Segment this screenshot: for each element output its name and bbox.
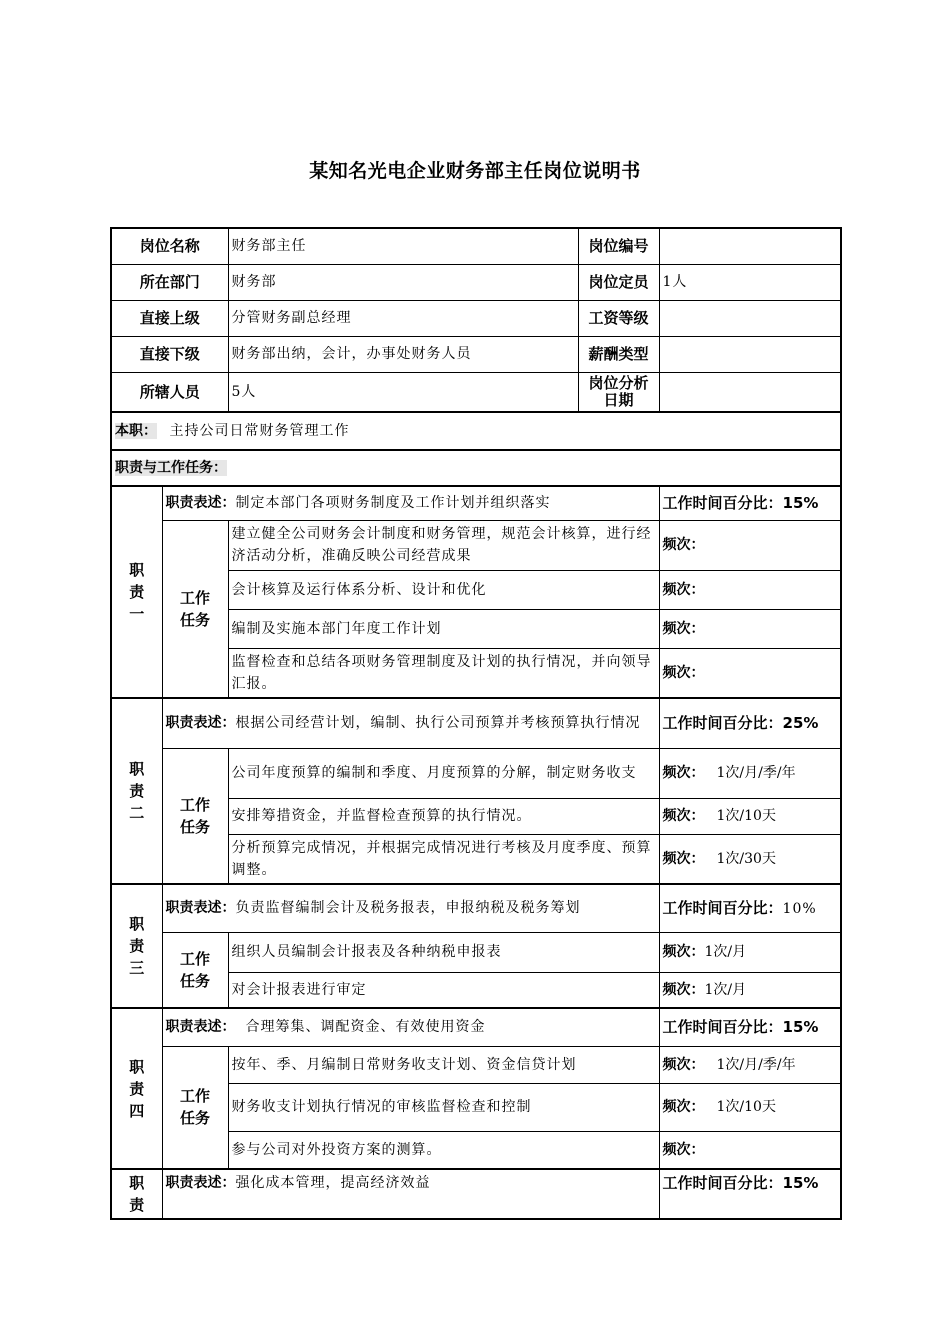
duty-4-desc: 合理筹集、调配资金、有效使用资金 [245,1019,486,1036]
task-label-text: 工作任务 [179,588,210,629]
duties-header: 职责与工作任务： [115,460,227,476]
role-text: 主持公司日常财务管理工作 [169,423,350,439]
quota-value: 1人 [659,264,841,300]
duty-name-text: 职责三 [129,915,145,977]
duty-4-task-1: 按年、季、月编制日常财务收支计划、资金信贷计划 [228,1046,659,1083]
staff-value: 5人 [228,372,578,412]
task-row [111,748,841,798]
pct-label: 工作时间百分比： [662,1174,783,1192]
duty-3-task-1: 组织人员编制会计报表及各种纳税申报表 [228,932,659,972]
duty-1-desc-row [111,486,841,520]
task-label [162,748,228,884]
duty-name-text: 职责四 [129,1057,145,1120]
grade-label: 工资等级 [578,300,659,336]
freq-label: 频次： [662,537,705,553]
duty-2-desc: 根据公司经营计划，编制、执行公司预算并考核预算执行情况 [235,715,641,732]
duty-name-text: 职责一 [129,561,145,623]
duty-5-desc-row [111,1169,841,1219]
pct-label: 工作时间百分比： [662,493,783,512]
duty-4-name [111,1008,162,1169]
duty-3-desc-row [111,884,841,932]
task-label-text: 工作任务 [179,949,210,990]
subordinate-label: 直接下级 [111,336,228,372]
duty-2-task-3: 分析预算完成情况，并根据完成情况进行考核及月度季度、预算调整。 [228,834,659,884]
pct-label: 工作时间百分比： [662,1017,783,1036]
duty-1-task-4: 监督检查和总结各项财务管理制度及计划的执行情况，并向领导汇报。 [228,648,659,698]
post-no-value [659,228,841,264]
superior-value: 分管财务副总经理 [228,300,578,336]
row-post-name [111,228,841,264]
duty-4-pct: 15% [782,1017,819,1036]
duty-5-name [111,1169,162,1219]
row-dept [111,264,841,300]
task-label [162,932,228,1008]
duty-4-task-2: 财务收支计划执行情况的审核监督检查和控制 [228,1083,659,1131]
role-label: 本职： [115,423,157,439]
freq-label: 频次： [662,1099,705,1115]
superior-label: 直接上级 [111,300,228,336]
freq-label: 频次： [662,1056,705,1073]
pct-label: 工作时间百分比： [662,898,783,917]
duty-3-task-1-freq: 1次/月 [704,944,747,960]
duty-4-task-2-freq: 1次/10天 [716,1099,776,1115]
task-row [111,520,841,570]
duty-1-task-3: 编制及实施本部门年度工作计划 [228,609,659,648]
analysis-date-label: 岗位分析日期 [578,372,659,412]
desc-label: 职责表述： [165,1175,236,1191]
task-label-text: 工作任务 [179,1087,210,1128]
duty-3-desc: 负责监督编制会计及税务报表，申报纳税及税务筹划 [235,900,581,917]
freq-label: 频次： [662,1141,705,1158]
duty-1-pct: 15% [782,493,819,512]
row-staff [111,372,841,412]
duty-4-desc-row [111,1008,841,1046]
task-row [111,932,841,972]
duty-1-desc: 制定本部门各项财务制度及工作计划并组织落实 [235,495,551,512]
post-name-value: 财务部主任 [228,228,578,264]
duty-2-task-3-freq: 1次/30天 [716,850,776,867]
analysis-date-value [659,372,841,412]
duty-4-task-3: 参与公司对外投资方案的测算。 [228,1131,659,1169]
freq-label: 频次： [662,850,705,867]
duty-2-desc-row [111,698,841,748]
salary-type-value [659,336,841,372]
subordinate-value: 财务部出纳，会计，办事处财务人员 [228,336,578,372]
post-no-label: 岗位编号 [578,228,659,264]
duty-3-name [111,884,162,1008]
row-duties-header [111,450,841,486]
row-subordinate [111,336,841,372]
duty-1-name [111,486,162,698]
duty-3-task-2: 对会计报表进行审定 [228,972,659,1008]
row-role [111,412,841,450]
duty-4-task-1-freq: 1次/月/季/年 [716,1056,796,1073]
freq-label: 频次： [662,944,705,960]
task-label [162,520,228,698]
grade-value [659,300,841,336]
duty-2-task-1-freq: 1次/月/季/年 [716,765,796,781]
task-label [162,1046,228,1169]
duty-name-text: 职责 [129,1174,145,1214]
freq-label: 频次： [662,808,705,824]
quota-label: 岗位定员 [578,264,659,300]
duty-5-pct: 15% [782,1174,819,1192]
job-description-table [110,227,842,1220]
duty-2-name [111,698,162,884]
task-row [111,1046,841,1083]
desc-label: 职责表述： [165,715,236,732]
duty-5-desc: 强化成本管理，提高经济效益 [235,1175,431,1191]
duty-2-task-1: 公司年度预算的编制和季度、月度预算的分解，制定财务收支 [228,748,659,798]
desc-label: 职责表述： [165,495,236,512]
duty-2-pct: 25% [782,713,819,732]
freq-label: 频次： [662,664,705,681]
freq-label: 频次： [662,981,705,998]
duty-1-task-1: 建立健全公司财务会计制度和财务管理，规范会计核算，进行经济活动分析，准确反映公司经营成果 [228,520,659,570]
duty-2-task-2-freq: 1次/10天 [716,808,776,824]
dept-label: 所在部门 [111,264,228,300]
freq-label: 频次： [662,765,705,781]
dept-value: 财务部 [228,264,578,300]
page-title: 某知名光电企业财务部主任岗位说明书 [309,160,641,182]
desc-label: 职责表述： [165,900,236,917]
freq-label: 频次： [662,620,705,637]
task-label-text: 工作任务 [179,795,210,836]
duty-3-task-2-freq: 1次/月 [704,981,747,998]
salary-type-label: 薪酬类型 [578,336,659,372]
freq-label: 频次： [662,581,705,598]
desc-label: 职责表述： [165,1019,236,1036]
duty-2-task-2: 安排筹措资金，并监督检查预算的执行情况。 [228,798,659,834]
pct-label: 工作时间百分比： [662,713,783,732]
post-name-label: 岗位名称 [111,228,228,264]
staff-label: 所辖人员 [111,372,228,412]
duty-3-pct: 10% [782,900,817,917]
duty-name-text: 职责二 [129,760,145,822]
duty-1-task-2: 会计核算及运行体系分析、设计和优化 [228,570,659,609]
row-superior [111,300,841,336]
